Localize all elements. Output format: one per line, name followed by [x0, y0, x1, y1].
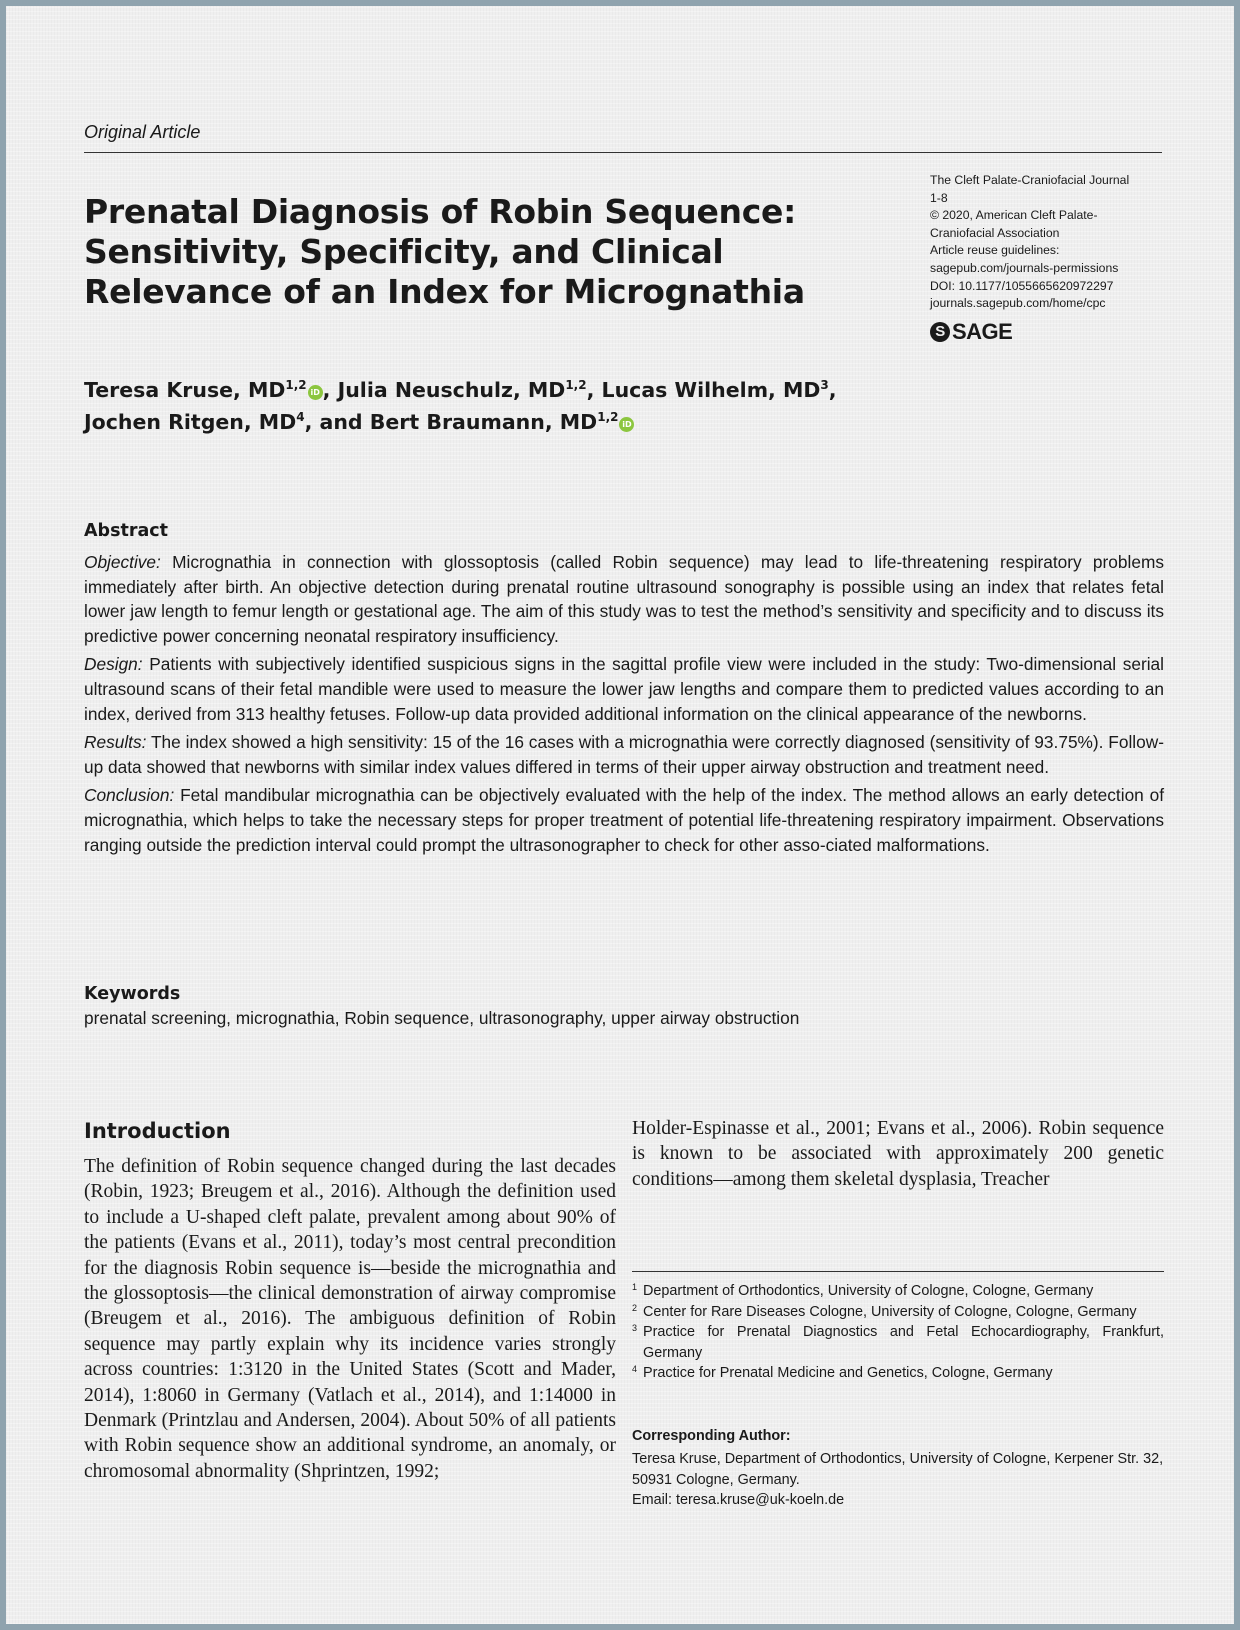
author-line-2 [84, 406, 837, 438]
introduction-heading: Introduction [84, 1119, 231, 1143]
orcid-icon[interactable]: iD [308, 385, 323, 400]
objective-label: Objective: [84, 552, 161, 572]
article-title [84, 192, 844, 312]
title-line-1: Prenatal Diagnosis of Robin Sequence: [84, 192, 796, 231]
affiliation-item [632, 1322, 1164, 1363]
corresponding-address: Teresa Kruse, Department of Orthodontics, University of Cologne, Kerpener Str. 32, 50931 Cologne, Germany. [632, 1451, 1164, 1488]
affiliation-text: Practice for Prenatal Diagnostics and Fetal Echocardiography, Frankfurt, Germany [643, 1324, 1164, 1361]
keywords-text: prenatal screening, micrognathia, Robin sequence, ultrasonography, upper airway obstruction [84, 1008, 800, 1028]
author-affil-sup: 1,2 [565, 378, 587, 392]
author-line-1 [84, 374, 837, 406]
author-affil-sup: 4 [296, 410, 305, 424]
introduction-right-column: Holder-Espinasse et al., 2001; Evans et al., 2006). Robin sequence is known to be associated with approximately 200 genetic conditions—among them skeletal dysplasia, Treacher [632, 1118, 1164, 1190]
author-name: , Lucas Wilhelm, MD [586, 378, 821, 402]
orcid-icon[interactable]: iD [619, 417, 634, 432]
journal-name: The Cleft Palate-Craniofacial Journal [930, 173, 1130, 187]
introduction-left-column: The definition of Robin sequence changed during the last decades (Robin, 1923; Breugem et al., 2016). Although the definition used to include a U-shaped cleft palate, prevalent among about 90% of the patients (Evans et al., 2011), today’s most central precondition for the diagnosis Robin sequence is—beside the micrognathia and the glossoptosis—the clinical demonstration of airway compromise (Breugem et al., 2016). The ambiguous definition of Robin sequence may partly explain why its incidence varies strongly across countries: 1:3120 in the United States (Scott and Mader, 2014), 1:8060 in Germany (Vatlach et al., 2014), and 1:14000 in Denmark (Printzlau and Andersen, 2004). About 50% of all patients with Robin sequence show an additional syndrome, an anomaly, or chromosomal abnormality (Shprintzen, 1992; [84, 1156, 616, 1482]
results-text: The index showed a high sensitivity: 15 of the 16 cases with a micrognathia were correctly diagnosed (sensitivity of 93.75%). Follow-up data showed that newborns with similar index values differed in terms of their upper airway obstruction and treatment need. [84, 732, 1164, 777]
affiliation-text: Department of Orthodontics, University of Cologne, Cologne, Germany [643, 1283, 1094, 1299]
header-rule [84, 152, 1162, 153]
results-label: Results: [84, 732, 147, 753]
journal-info [930, 172, 1170, 313]
article-type: Original Article [84, 122, 201, 142]
keywords-heading: Keywords [84, 984, 181, 1004]
author-list [84, 374, 837, 438]
abstract-design [84, 652, 1164, 726]
abstract-body [84, 550, 1164, 861]
doi[interactable]: DOI: 10.1177/1055665620972297 [930, 278, 1114, 293]
author-name: Jochen Ritgen, MD [84, 410, 297, 434]
corresponding-author-details [632, 1449, 1164, 1511]
corresponding-author-heading: Corresponding Author: [632, 1428, 791, 1444]
email-link[interactable]: teresa.kruse@uk-koeln.de [675, 1492, 845, 1509]
sage-wordmark: SAGE [952, 319, 1013, 344]
author-separator: , [828, 378, 837, 402]
affiliations [632, 1281, 1164, 1384]
author-affil-sup: 3 [820, 378, 829, 392]
affiliation-text: Center for Rare Diseases Cologne, University of Cologne, Cologne, Germany [643, 1303, 1137, 1320]
footnote-rule [632, 1271, 1164, 1272]
affiliation-item [632, 1302, 1164, 1323]
author-affil-sup: 1,2 [597, 410, 619, 424]
reuse-link[interactable]: sagepub.com/journals-permissions [930, 260, 1119, 275]
article-page [6, 6, 1234, 1624]
email-label: Email: [632, 1492, 672, 1509]
copyright-2: Craniofacial Association [930, 225, 1060, 240]
affiliation-number: 2 [632, 1302, 638, 1313]
affiliation-number: 4 [632, 1364, 638, 1375]
author-name: Teresa Kruse, MD [84, 378, 286, 402]
abstract-heading: Abstract [84, 521, 169, 541]
sage-logo [930, 319, 1012, 345]
conclusion-label: Conclusion: [84, 785, 175, 806]
copyright: © 2020, American Cleft Palate- [930, 208, 1098, 223]
reuse-label: Article reuse guidelines: [930, 243, 1060, 258]
abstract-conclusion [84, 783, 1164, 857]
affiliation-number: 1 [632, 1282, 638, 1292]
affiliation-item [632, 1281, 1164, 1302]
journal-pages: 1-8 [930, 190, 948, 205]
author-affil-sup: 1,2 [285, 378, 307, 392]
affiliation-text: Practice for Prenatal Medicine and Genetics, Cologne, Germany [643, 1365, 1053, 1382]
abstract-objective [84, 550, 1164, 648]
title-line-3: Relevance of an Index for Micrognathia [84, 272, 805, 311]
author-name: , and Bert Braumann, MD [304, 410, 598, 434]
objective-text: Micrognathia in connection with glossoptosis (called Robin sequence) may lead to life-threatening respiratory problems immediately after birth. An objective detection during prenatal routine ultrasound sonography is possible using an index that relates fetal lower jaw length to femur length or gestational age. The aim of this study was to test the method’s sensitivity and specificity and to discuss its predictive power concerning neonatal respiratory insufficiency. [84, 552, 1164, 646]
design-text: Patients with subjectively identified suspicious signs in the sagittal profile view were included in the study: Two-dimensional serial ultrasound scans of their fetal mandible were used to measure the lower jaw lengths and compare them to predicted values according to an index, derived from 313 healthy fetuses. Follow-up data provided additional information on the clinical appearance of the newborns. [84, 654, 1164, 724]
affiliation-number: 3 [632, 1323, 638, 1334]
abstract-results [84, 730, 1164, 779]
author-name: , Julia Neuschulz, MD [322, 378, 566, 402]
corresponding-email-line [632, 1490, 1164, 1511]
sage-s-icon: S [930, 322, 950, 342]
title-line-2: Sensitivity, Specificity, and Clinical [84, 232, 724, 271]
journal-home-link[interactable]: journals.sagepub.com/home/cpc [930, 296, 1106, 311]
affiliation-item [632, 1363, 1164, 1384]
conclusion-text: Fetal mandibular micrognathia can be objectively evaluated with the help of the index. The method allows an early detection of micrognathia, which helps to take the necessary steps for proper treatment of potential life-threatening respiratory impairment. Observations ranging outside the prediction interval could prompt the ultrasonographer to check for other asso-ciated malformations. [84, 785, 1164, 855]
design-label: Design: [84, 654, 143, 675]
